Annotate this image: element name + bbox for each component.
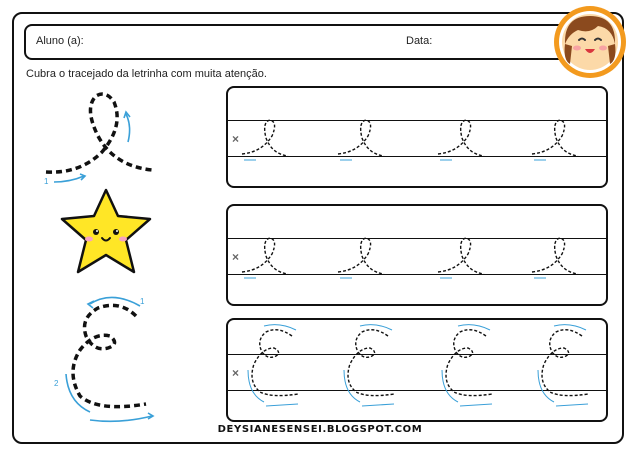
start-mark: × xyxy=(232,132,240,146)
guide-number-e-2: 2 xyxy=(54,379,59,388)
student-name-label: Aluno (a): xyxy=(36,35,84,47)
tracing-row-3 xyxy=(226,318,608,422)
girl-avatar-icon xyxy=(552,4,628,80)
letter-l-guide xyxy=(40,86,160,190)
smiling-star-icon xyxy=(56,186,156,276)
instruction-text: Cubra o tracejado da letrinha com muita atenção. xyxy=(26,68,267,80)
student-info-box xyxy=(24,24,612,60)
tracing-row-2 xyxy=(226,204,608,306)
date-label: Data: xyxy=(406,35,433,47)
guide-number-e-1: 1 xyxy=(140,297,145,306)
dashed-letter-row-3 xyxy=(242,324,602,416)
start-mark: × xyxy=(232,250,240,264)
footer-url: DEYSIANESENSEI.BLOGSPOT.COM xyxy=(217,424,423,435)
dashed-letter-row-1 xyxy=(242,116,602,166)
letter-e-guide xyxy=(50,292,160,432)
guide-number-top: 1 xyxy=(44,177,49,186)
dashed-letter-row-2 xyxy=(242,234,602,284)
tracing-row-1 xyxy=(226,86,608,188)
start-mark: × xyxy=(232,366,240,380)
